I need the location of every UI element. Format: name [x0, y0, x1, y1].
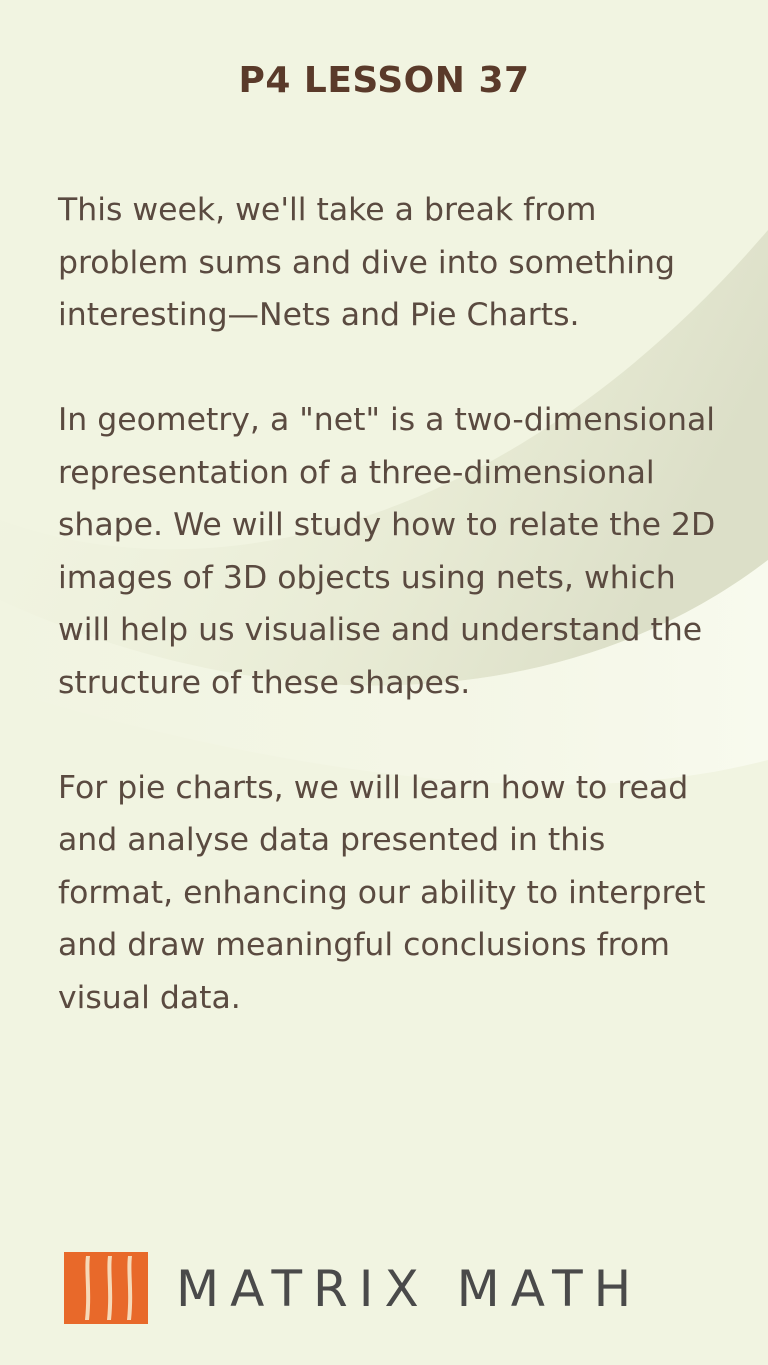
lesson-description	[58, 184, 718, 1024]
page-title: P4 LESSON 37	[238, 60, 530, 101]
paragraph-pie-charts: For pie charts, we will learn how to read and analyse data presented in this format, enhancing our ability to interpret and draw meaningful conclusions from visual data.	[58, 769, 706, 1016]
brand-logo	[64, 1252, 724, 1324]
paragraph-intro: This week, we'll take a break from problem sums and dive into something interesting—Nets and Pie Charts.	[58, 192, 676, 333]
paragraph-nets: In geometry, a "net" is a two-dimensional representation of a three-dimensional shape. We will study how to relate the 2D images of 3D objects using nets, which will help us visualise and understand the structure of these shapes.	[58, 402, 716, 701]
matrix-math-logo-icon	[64, 1252, 148, 1324]
brand-name: MATRIX MATH	[176, 1260, 643, 1318]
